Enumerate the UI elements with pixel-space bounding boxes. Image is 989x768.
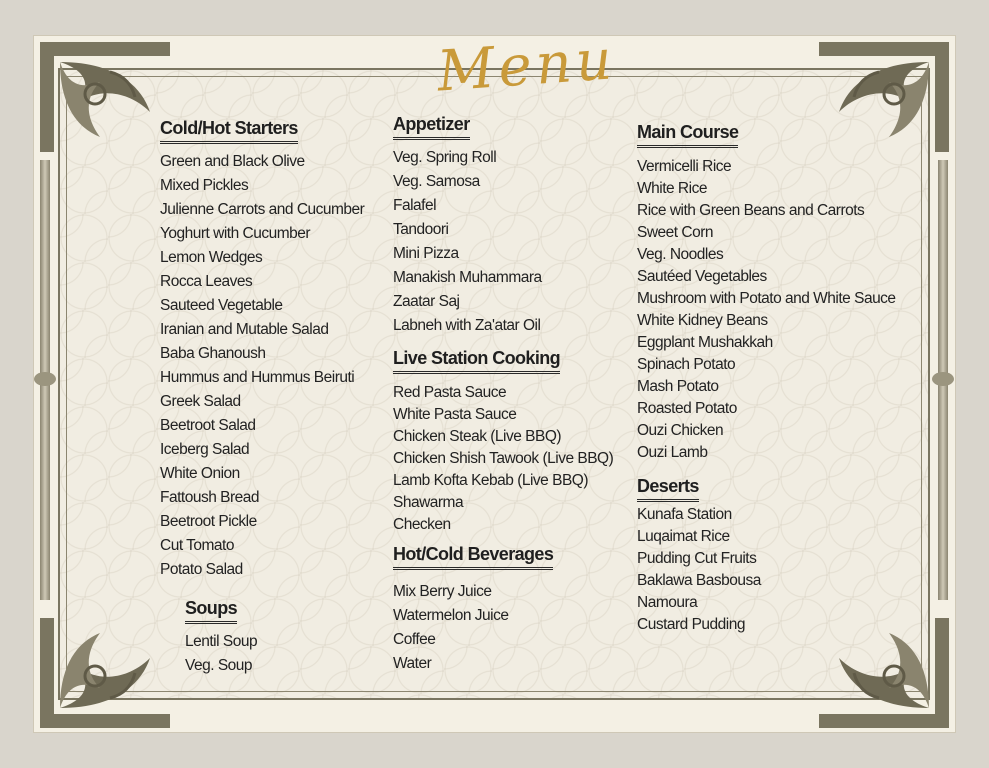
menu-item: Water bbox=[393, 655, 432, 672]
menu-item: White Pasta Sauce bbox=[393, 406, 517, 423]
menu-item: Greek Salad bbox=[160, 393, 241, 410]
menu-item: Vermicelli Rice bbox=[637, 158, 732, 175]
menu-item: Baba Ghanoush bbox=[160, 345, 266, 362]
menu-list bbox=[637, 504, 896, 636]
menu-list bbox=[160, 150, 364, 582]
right-knob-ornament bbox=[932, 372, 954, 386]
section-heading: Main Course bbox=[637, 122, 738, 148]
menu-item: Beetroot Salad bbox=[160, 417, 256, 434]
left-knob-ornament bbox=[34, 372, 56, 386]
menu-list bbox=[393, 580, 613, 676]
section-heading: Cold/Hot Starters bbox=[160, 118, 298, 144]
menu-item: Mushroom with Potato and White Sauce bbox=[637, 290, 896, 307]
menu-item: Zaatar Saj bbox=[393, 293, 460, 310]
menu-item: White Kidney Beans bbox=[637, 312, 768, 329]
menu-item: Veg. Noodles bbox=[637, 246, 724, 263]
menu-list bbox=[185, 630, 257, 678]
menu-item: Luqaimat Rice bbox=[637, 528, 730, 545]
appetizer-section bbox=[393, 114, 613, 676]
menu-item: Checken bbox=[393, 516, 451, 533]
menu-item: Chicken Shish Tawook (Live BBQ) bbox=[393, 450, 614, 467]
menu-item: Chicken Steak (Live BBQ) bbox=[393, 428, 562, 445]
menu-item: Watermelon Juice bbox=[393, 607, 509, 624]
menu-item: White Rice bbox=[637, 180, 707, 197]
section-heading: Soups bbox=[185, 598, 237, 624]
menu-item: Manakish Muhammara bbox=[393, 269, 542, 286]
section-heading: Hot/Cold Beverages bbox=[393, 544, 553, 570]
menu-item: Sweet Corn bbox=[637, 224, 713, 241]
menu-item: Sauteed Vegetable bbox=[160, 297, 283, 314]
menu-item: Veg. Soup bbox=[185, 657, 253, 674]
menu-item: Ouzi Chicken bbox=[637, 422, 724, 439]
menu-item: Sautéed Vegetables bbox=[637, 268, 767, 285]
menu-item: Namoura bbox=[637, 594, 698, 611]
corner-ornament-bottom-left bbox=[40, 618, 170, 728]
menu-item: Shawarma bbox=[393, 494, 464, 511]
cold-hot-starters-section bbox=[160, 118, 364, 582]
section-heading: Live Station Cooking bbox=[393, 348, 560, 374]
menu-list bbox=[393, 146, 613, 338]
menu-item: Mix Berry Juice bbox=[393, 583, 492, 600]
menu-item: Red Pasta Sauce bbox=[393, 384, 507, 401]
menu-item: Hummus and Hummus Beiruti bbox=[160, 369, 355, 386]
menu-item: Custard Pudding bbox=[637, 616, 745, 633]
menu-item: Mixed Pickles bbox=[160, 177, 249, 194]
menu-item: Coffee bbox=[393, 631, 436, 648]
menu-item: Fattoush Bread bbox=[160, 489, 259, 506]
menu-item: Lamb Kofta Kebab (Live BBQ) bbox=[393, 472, 589, 489]
menu-item: Falafel bbox=[393, 197, 437, 214]
menu-item: Kunafa Station bbox=[637, 506, 732, 523]
menu-item: Baklawa Basbousa bbox=[637, 572, 761, 589]
menu-item: Pudding Cut Fruits bbox=[637, 550, 757, 567]
corner-ornament-top-left bbox=[40, 42, 170, 152]
menu-list bbox=[393, 382, 613, 536]
menu-item: Roasted Potato bbox=[637, 400, 737, 417]
section-heading: Appetizer bbox=[393, 114, 470, 140]
menu-item: Ouzi Lamb bbox=[637, 444, 708, 461]
menu-item: Labneh with Za'atar Oil bbox=[393, 317, 541, 334]
menu-item: Mash Potato bbox=[637, 378, 719, 395]
menu-item: Julienne Carrots and Cucumber bbox=[160, 201, 365, 218]
menu-list bbox=[637, 156, 896, 464]
menu-item: Mini Pizza bbox=[393, 245, 459, 262]
menu-item: Eggplant Mushakkah bbox=[637, 334, 773, 351]
menu-item: Lentil Soup bbox=[185, 633, 258, 650]
menu-item: Lemon Wedges bbox=[160, 249, 263, 266]
menu-item: Beetroot Pickle bbox=[160, 513, 257, 530]
menu-item: Tandoori bbox=[393, 221, 449, 238]
menu-title: Menu bbox=[435, 27, 618, 105]
menu-item: Veg. Samosa bbox=[393, 173, 480, 190]
menu-item: Veg. Spring Roll bbox=[393, 149, 497, 166]
menu-item: White Onion bbox=[160, 465, 240, 482]
menu-item: Cut Tomato bbox=[160, 537, 234, 554]
main-course-section bbox=[637, 122, 896, 636]
menu-item: Spinach Potato bbox=[637, 356, 736, 373]
menu-item: Rocca Leaves bbox=[160, 273, 253, 290]
menu-item: Rice with Green Beans and Carrots bbox=[637, 202, 865, 219]
menu-item: Green and Black Olive bbox=[160, 153, 305, 170]
menu-item: Potato Salad bbox=[160, 561, 243, 578]
menu-item: Iranian and Mutable Salad bbox=[160, 321, 329, 338]
menu-item: Iceberg Salad bbox=[160, 441, 250, 458]
section-heading: Deserts bbox=[637, 476, 699, 502]
menu-item: Yoghurt with Cucumber bbox=[160, 225, 311, 242]
soups-section bbox=[185, 598, 257, 678]
